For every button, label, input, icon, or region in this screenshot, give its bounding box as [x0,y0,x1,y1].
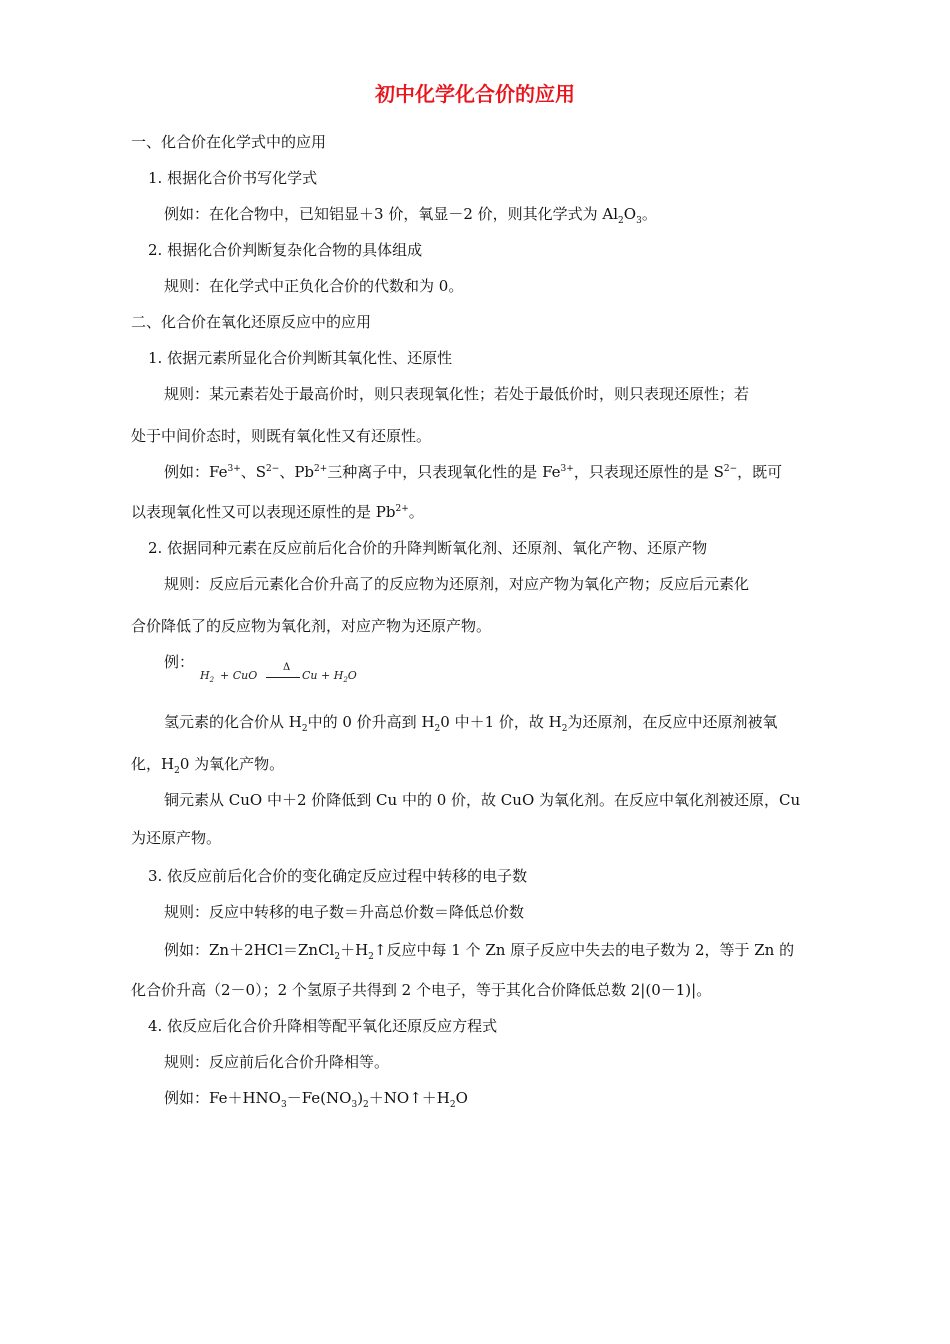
item-2-3-example-cont: 化合价升高（2－0）；2 个氢原子共得到 2 个电子，等于其化合价降低总数 2|(0－1)|。 [131,981,712,999]
item-2-2-explain-2: 铜元素从 CuO 中＋2 价降低到 Cu 中的 0 价，故 CuO 为氧化剂。在反应中氧化剂被还原，Cu [164,791,801,809]
item-2-2-explain-1: 氢元素的化合价从 $H_2$中的 0 价升高到 $H_20$ 中＋1 价，故 $H_2$为还原剂，在反应中还原剂被氧 [164,713,778,734]
document-title: 初中化学化合价的应用 [375,82,575,106]
item-2-2-explain-2-cont: 为还原产物。 [131,829,222,847]
item-2-2-heading: 2. 依据同种元素在反应前后化合价的升降判断氧化剂、还原剂、氧化产物、还原产物 [148,539,708,557]
section-1-heading: 一、化合价在化学式中的应用 [131,133,327,151]
heat-symbol: Δ [283,662,291,673]
item-2-2-example-label: 例： [164,653,195,671]
item-2-1-heading: 1. 依据元素所显化合价判断其氧化性、还原性 [148,349,453,367]
item-2-3-example: 例如：$Zn+2HCl=ZnCl_2+H_2↑$反应中每 1 个 Zn 原子反应中失去的电子数为 2，等于 Zn 的 [164,941,795,962]
eq-h2: $H_2$ [200,669,215,685]
item-2-1-example: 例如：$Fe^{3+}$、$S^{2-}$、$Pb^{2+}$三种离子中，只表现氧化性的是 $Fe^{3+}$，只表现还原性的是 $S^{2-}$，既可 [164,463,783,481]
item-1-2-heading: 2. 根据化合价判断复杂化合物的具体组成 [148,241,423,259]
item-1-1-example: 例如：在化合物中，已知铝显＋3 价，氧显－2 价，则其化学式为 $Al_2O_3$。 [164,205,657,226]
item-2-4-example: 例如：$Fe+HNO_3-Fe(NO_3)_2+NO↑+H_2O$ [164,1089,468,1110]
item-2-1-rule: 规则：某元素若处于最高价时，则只表现氧化性；若处于最低价时，则只表现还原性；若 [164,385,750,403]
item-2-3-rule: 规则：反应中转移的电子数＝升高总价数＝降低总价数 [164,903,525,921]
item-2-4-heading: 4. 依反应后化合价升降相等配平氧化还原反应方程式 [148,1017,498,1035]
reaction-arrow-line [266,677,300,678]
item-2-4-rule: 规则：反应前后化合价升降相等。 [164,1053,390,1071]
item-2-1-example-cont: 以表现氧化性又可以表现还原性的是 $Pb^{2+}$。 [131,503,424,521]
section-2-heading: 二、化合价在氧化还原反应中的应用 [131,313,372,331]
item-1-2-rule: 规则：在化学式中正负化合价的代数和为 0。 [164,277,464,295]
eq-products: $Cu + H_2O$ [302,669,357,685]
item-2-2-rule: 规则：反应后元素化合价升高了的反应物为还原剂，对应产物为氧化产物；反应后元素化 [164,575,750,593]
item-2-1-rule-cont: 处于中间价态时，则既有氧化性又有还原性。 [131,427,432,445]
item-2-2-rule-cont: 合价降低了的反应物为氧化剂，对应产物为还原产物。 [131,617,492,635]
item-2-2-explain-1-cont: 化，$H_20$ 为氧化产物。 [131,755,285,776]
item-2-3-heading: 3. 依反应前后化合价的变化确定反应过程中转移的电子数 [148,867,528,885]
item-1-1-heading: 1. 根据化合价书写化学式 [148,169,318,187]
chemical-equation [198,664,378,692]
eq-cuo: + CuO [220,669,258,682]
